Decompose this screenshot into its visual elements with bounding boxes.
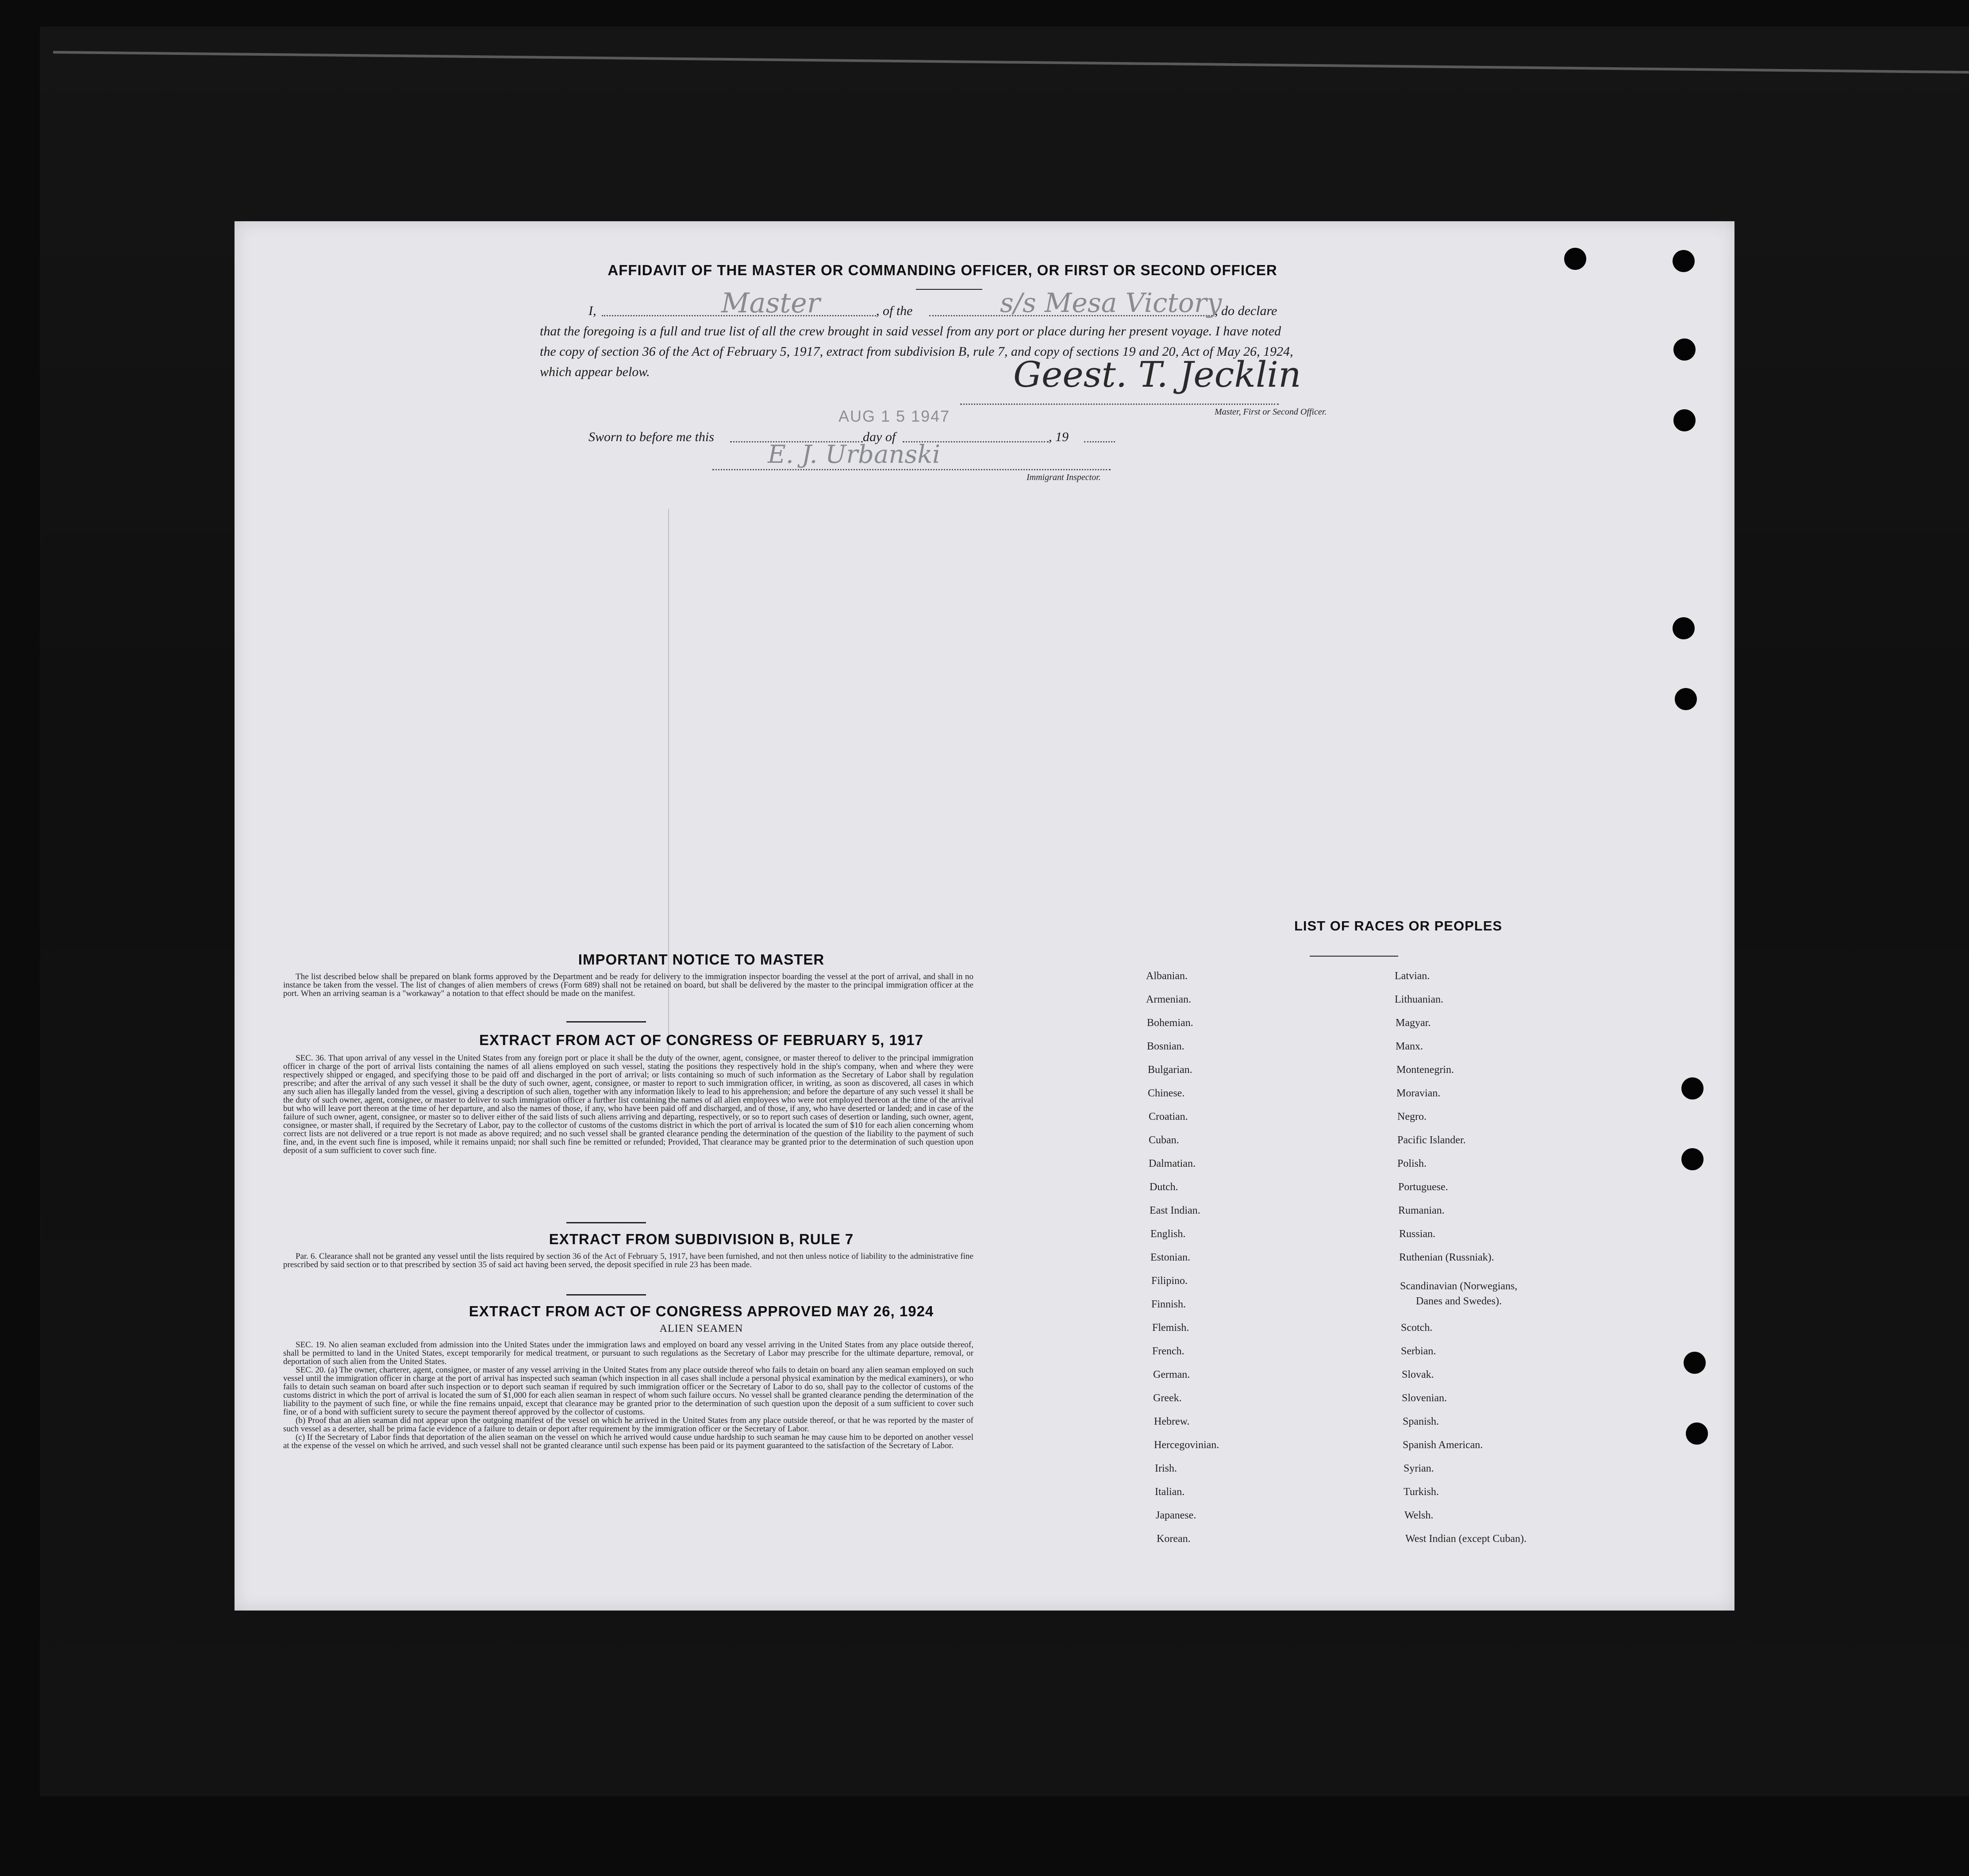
race-item: Latvian. [1395, 970, 1430, 982]
race-item: Russian. [1399, 1228, 1436, 1240]
race-item: Albanian. [1146, 970, 1188, 982]
race-item: Spanish American. [1403, 1439, 1483, 1451]
race-item: West Indian (except Cuban). [1405, 1533, 1527, 1545]
race-item: Negro. [1397, 1111, 1427, 1123]
affidavit-line-3: which appear below. [540, 365, 650, 379]
affidavit-divider [916, 289, 982, 290]
race-item: Dutch. [1150, 1181, 1178, 1193]
extract-1917-paragraph: SEC. 36. That upon arrival of any vessel in the United States from any foreign port or place it shall be the duty of the owner, agent, consignee, or master thereof to deliver to the principal immigration officer in charge of the port of arrival lists containing the names of all aliens employed on such vessel, stating the positions they respectively hold in the ship's company, when and where they were respectively shipped or engaged, and specifying those to be paid off and discharged in the port of arrival; or lists containing so much of such information as the Secretary of Labor shall by regulation prescribe; and after the arrival of any such vessel it shall be the duty of such owner, agent, consignee, or master to report to such immigration officer, in writing, as soon as discovered, all cases in which any such alien has illegally landed from the vessel, giving a description of such alien, together with any information likely to lead to his apprehension; and before the departure of any such vessel it shall be the duty of such owner, agent, consignee, or master to deliver to such immigration officer a further list containing the names of all alien employees who were not employed thereon at the time of the arrival but who will leave port thereon at the time of her departure, and also the names of those, if any, who have been paid off and discharged, and of those, if any, who have deserted or landed; and in case of the failure of such owner, agent, consignee, or master so to deliver either of the said lists of such aliens arriving and departing, respectively, or so to report such cases of desertion or landing, such owner, agent, consignee, or master shall, if required by the Secretary of Labor, pay to the collector of customs of the customs district in which the port of arrival is located the sum of $10 for each alien concerning whom correct lists are not delivered or a true report is not made as above required; and no such vessel shall be granted clearance pending the determination of the question of the liability to the payment of such fine, and, in the event such fine is imposed, while it remains unpaid; nor shall such fine be remitted or refunded; Provided, That clearance may be granted prior to the determination of such question upon deposit of a sum sufficient to cover such fine. [283, 1053, 973, 1155]
race-item: Moravian. [1396, 1088, 1441, 1099]
race-item: Polish. [1397, 1158, 1427, 1169]
punch-hole [1675, 688, 1697, 710]
race-item: Serbian. [1401, 1345, 1436, 1357]
punch-hole [1681, 1148, 1704, 1170]
race-item: Montenegrin. [1396, 1064, 1454, 1076]
signature-caption: Master, First or Second Officer. [1215, 407, 1327, 417]
race-item: German. [1153, 1369, 1190, 1380]
affidavit-i-label: I, [588, 304, 596, 318]
extract-1924-heading: EXTRACT FROM ACT OF CONGRESS APPROVED MAY 26, 1924 [469, 1303, 934, 1319]
affidavit-heading: AFFIDAVIT OF THE MASTER OR COMMANDING OFFICER, OR FIRST OR SECOND OFFICER [608, 262, 1277, 278]
race-item: Dalmatian. [1149, 1158, 1196, 1169]
notice-text [283, 973, 973, 998]
race-item: Bulgarian. [1148, 1064, 1192, 1076]
extract-1917-text [283, 1054, 973, 1155]
race-item: Armenian. [1146, 994, 1191, 1005]
punch-hole [1681, 1077, 1704, 1099]
affidavit-line-1: that the foregoing is a full and true list of all the crew brought in said vessel from any port or place during her present voyage. I have noted [540, 324, 1281, 338]
inspector-signature: E. J. Urbanski [768, 440, 941, 469]
sec-20c-paragraph: (c) If the Secretary of Labor finds that deportation of the alien seaman on the vessel on which he arrived would cause undue hardship to such seaman he may cause him to be deported on another vessel at the expense of the vessel on which he arrived, and such vessel shall not be granted clearance until such expense has been paid or its payment guaranteed to the satisfaction of the Secretary of Labor. [283, 1433, 973, 1450]
sworn-label: Sworn to before me this [588, 430, 714, 444]
year-label: , 19 [1049, 430, 1069, 444]
race-item: Slovenian. [1402, 1392, 1447, 1404]
race-item: Portuguese. [1398, 1181, 1448, 1193]
punch-hole [1684, 1352, 1706, 1374]
race-item: Pacific Islander. [1397, 1134, 1466, 1146]
race-item: Spanish. [1403, 1416, 1439, 1427]
race-item: Syrian. [1404, 1463, 1434, 1474]
race-item: French. [1152, 1345, 1184, 1357]
race-item: Chinese. [1148, 1088, 1185, 1099]
race-item: Hercegovinian. [1154, 1439, 1219, 1451]
extract-rule7-text [283, 1252, 973, 1269]
extract-rule7-paragraph: Par. 6. Clearance shall not be granted any vessel until the lists required by section 36 of the Act of February 5, 1917, have been furnished, and not then unless notice of liability to the administrative fine prescribed by said section or to that prescribed by section 35 of said act having been served, the deposit specified in rule 23 has been made. [283, 1252, 973, 1269]
race-item: Lithuanian. [1395, 994, 1443, 1005]
race-item: Manx. [1396, 1041, 1423, 1052]
race-item: Irish. [1155, 1463, 1177, 1474]
day-of-label: day of [863, 430, 896, 444]
race-item: Ruthenian (Russniak). [1399, 1252, 1494, 1263]
race-item: Bosnian. [1147, 1041, 1184, 1052]
punch-hole [1673, 338, 1696, 361]
notice-paragraph: The list described below shall be prepared on blank forms approved by the Department and be ready for delivery to the immigration inspector boarding the vessel at the port of arrival, and shall in no instance be taken from the vessel. The list of changes of alien members of crews (Form 689) shall not be retained on board, but shall be delivered by the master to the principal immigration officer at the port. When an arriving seaman is a "workaway" a notation to that effect should be made on the manifest. [283, 972, 973, 998]
punch-hole [1564, 248, 1586, 270]
signature-line [960, 404, 1279, 405]
sec-19-paragraph: SEC. 19. No alien seaman excluded from admission into the United States under the immigration laws and employed on board any vessel arriving in the United States from any place outside thereof, shall be permitted to land in the United States, except temporarily for medical treatment, or pursuant to such regulations as the Secretary of Labor may prescribe for the ultimate departure, removal, or deportation of such alien from the United States. [283, 1340, 973, 1366]
race-item: Hebrew. [1154, 1416, 1190, 1427]
sec-20b-paragraph: (b) Proof that an alien seaman did not appear upon the outgoing manifest of the vessel on which he arrived in the United States from any place outside thereof, or that he was reported by the master of such vessel as a deserter, shall be prima facie evidence of a failure to detain or deport after requirement by the immigration officer or the Secretary of Labor. [283, 1416, 973, 1434]
affidavit-do-declare: , do declare [1215, 304, 1277, 318]
punch-hole [1673, 250, 1695, 272]
extract-1917-heading: EXTRACT FROM ACT OF CONGRESS OF FEBRUARY 5, 1917 [479, 1032, 923, 1048]
race-item: English. [1150, 1228, 1186, 1240]
race-item: Bohemian. [1147, 1017, 1193, 1029]
race-item: Greek. [1153, 1392, 1182, 1404]
inspector-caption: Immigrant Inspector. [1027, 473, 1101, 482]
inspector-line [712, 469, 1111, 470]
races-divider [1310, 956, 1398, 957]
document-page [235, 221, 1734, 1611]
race-item: Rumanian. [1398, 1205, 1445, 1216]
affidavit-line-2: the copy of section 36 of the Act of February 5, 1917, extract from subdivision B, rule 7, and copy of sections 19 and 20, Act of May 26, 1924, [540, 344, 1293, 359]
race-item: Slovak. [1402, 1369, 1434, 1380]
extract-rule7-heading: EXTRACT FROM SUBDIVISION B, RULE 7 [549, 1231, 854, 1247]
sec-20a-paragraph: SEC. 20. (a) The owner, charterer, agent, consignee, or master of any vessel arriving in the United States from any place outside thereof who fails to detain on board any alien seaman employed on such vessel until the immigration officer in charge at the port of arrival has inspected such seaman (which inspection in all cases shall include a personal physical examination by the medical examiners), or who fails to detain such seaman on board after such inspection or to deport such seaman if required by such immigration officer or the Secretary of Labor to do so, shall pay to the collector of customs of the customs district in which the port of arrival is located the sum of $1,000 for each alien seaman in respect of whom such failure occurs. No vessel shall be granted clearance pending the determination of the liability to the payment of such fine, or while the fine remains unpaid, except that clearance may be granted prior to the determination of such question upon the deposit of a sum sufficient to cover such fine, or of a bond with sufficient surety to secure the payment thereof approved by the collector of customs. [283, 1365, 973, 1417]
race-item: Japanese. [1156, 1510, 1196, 1521]
master-handwriting: Master [721, 287, 820, 319]
extract-1924-text [283, 1341, 973, 1450]
race-item: East Indian. [1150, 1205, 1200, 1216]
master-signature: Geest. T. Jecklin [1013, 354, 1301, 395]
extract-rule7-divider [566, 1294, 646, 1296]
race-item: Finnish. [1151, 1299, 1186, 1310]
race-item: Filipino. [1151, 1275, 1188, 1287]
sworn-year-line [1084, 441, 1115, 442]
race-item: Estonian. [1150, 1252, 1190, 1263]
race-item: Flemish. [1152, 1322, 1189, 1334]
race-item: Italian. [1155, 1486, 1185, 1498]
punch-hole [1673, 617, 1695, 639]
alien-seamen-subheading: ALIEN SEAMEN [659, 1323, 743, 1334]
race-item: Cuban. [1149, 1134, 1179, 1146]
race-item: Welsh. [1404, 1510, 1434, 1521]
punch-hole [1673, 409, 1696, 431]
affidavit-of-the-label: , of the [876, 304, 913, 318]
race-item: Korean. [1157, 1533, 1191, 1545]
vessel-handwriting: s/s Mesa Victory [1000, 288, 1222, 319]
notice-divider [566, 1021, 646, 1023]
date-stamp: AUG 1 5 1947 [838, 407, 950, 425]
races-heading: LIST OF RACES OR PEOPLES [1294, 918, 1503, 934]
notice-heading: IMPORTANT NOTICE TO MASTER [578, 951, 825, 968]
race-item: Scotch. [1401, 1322, 1433, 1334]
race-item: Croatian. [1149, 1111, 1188, 1123]
race-item: Magyar. [1396, 1017, 1431, 1029]
race-item: Turkish. [1404, 1486, 1439, 1498]
race-item: Scandinavian (Norwegians, [1400, 1280, 1518, 1292]
punch-hole [1686, 1422, 1708, 1445]
race-item: Danes and Swedes). [1416, 1296, 1502, 1307]
extract-1917-divider [566, 1222, 646, 1223]
